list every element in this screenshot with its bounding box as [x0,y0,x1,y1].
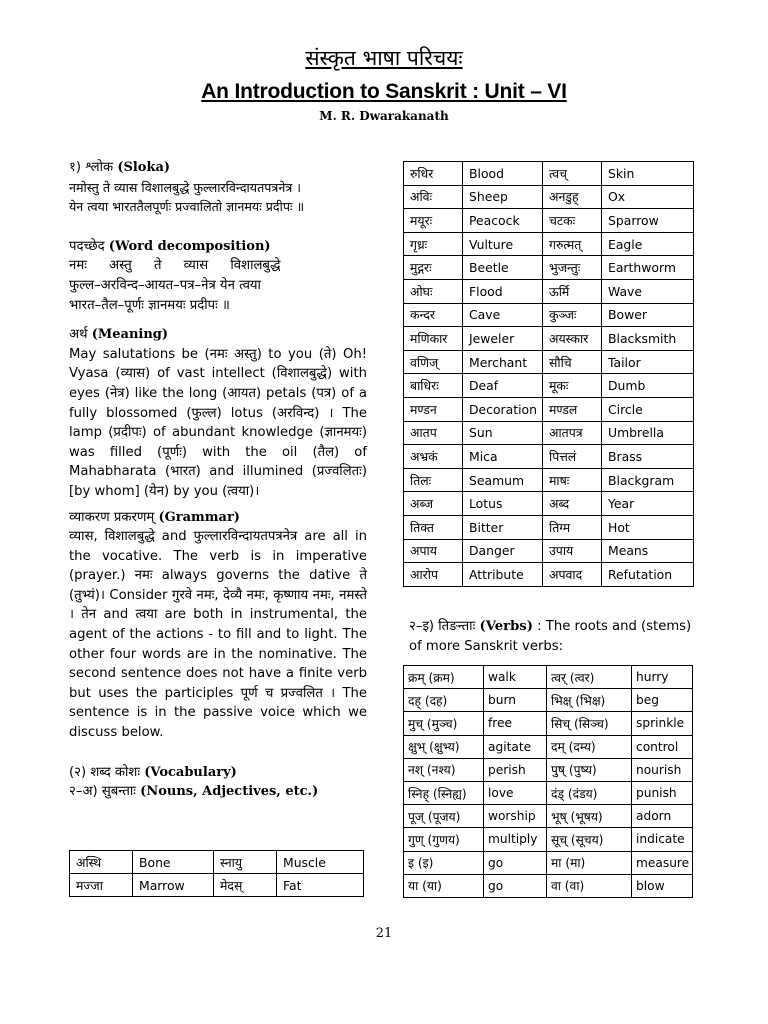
left-column [69,158,367,802]
table-cell: माषः [543,468,602,492]
table-cell: तिक्त [404,515,463,539]
table-cell: मुच् (मुञ्च) [404,712,484,735]
table-cell: कन्दर [404,303,463,327]
table-cell: Means [602,539,694,563]
table-cell: अब्द [543,492,602,516]
nouns-subheading-en: (Nouns, Adjectives, etc.) [140,784,319,800]
padaccheda-line-3: भारत–तैल–पूर्णः ज्ञानमयः प्रदीपः ॥ [69,297,230,313]
table-row [404,232,694,256]
table-cell: Mica [463,445,543,469]
table-cell: अभ्रकं [404,445,463,469]
table-row [404,421,694,445]
table-cell: आरोप [404,563,463,587]
table-cell: मज्जा [70,874,133,897]
table-row [404,515,694,539]
table-cell: मा (मा) [547,851,632,874]
table-cell: Bone [133,851,214,874]
table-cell: Dumb [602,374,694,398]
meaning-heading-en: (Meaning) [91,327,169,343]
table-cell: स्निह् (स्निह्य) [404,781,484,804]
table-cell: Merchant [463,350,543,374]
table-cell: go [484,874,547,897]
sloka-heading [69,158,367,178]
table-row [404,468,694,492]
table-cell: blow [632,874,693,897]
grammar-heading [69,508,367,528]
table-row [404,539,694,563]
table-row [404,162,694,186]
sloka-line-2: येन त्वया भारततैलपूर्णः प्रज्वालितो ज्ञानमयः प्रदीपः ॥ [69,199,305,215]
table-cell: त्वच् [543,162,602,186]
page-title-devanagari: संस्कृत भाषा परिचयः [305,46,463,70]
table-row [404,209,694,233]
table-row [404,397,694,421]
nouns-table [403,161,694,587]
table-row [404,492,694,516]
table-cell: Seamum [463,468,543,492]
table-row [404,374,694,398]
table-row [404,185,694,209]
vocabulary-heading-en: (Vocabulary) [144,764,237,780]
table-cell: क्षुभ् (क्षुभ्य) [404,735,484,758]
table-cell: Earthworm [602,256,694,280]
table-cell: इ (इ) [404,851,484,874]
table-cell: मण्डन [404,397,463,421]
table-cell: Sun [463,421,543,445]
table-cell: Sheep [463,185,543,209]
table-cell: Vulture [463,232,543,256]
table-cell: Skin [602,162,694,186]
table-cell: beg [632,689,693,712]
table-cell: Marrow [133,874,214,897]
table-cell: या (या) [404,874,484,897]
table-cell: worship [484,805,547,828]
table-cell: दह् (दह) [404,689,484,712]
table-row [70,851,364,874]
table-cell: बाधिरः [404,374,463,398]
nouns-subheading-dev: २–अ) सुबन्ताः [69,784,136,800]
table-cell: गृध्रः [404,232,463,256]
table-cell: नश् (नश्य) [404,758,484,781]
table-row [404,303,694,327]
table-cell: measure [632,851,693,874]
table-row [404,712,693,735]
table-cell: पुष् (पुष्य) [547,758,632,781]
verbs-table [403,665,693,898]
table-cell: भिक्ष् (भिक्ष) [547,689,632,712]
vocabulary-heading [69,763,367,783]
table-row [404,758,693,781]
table-row [404,256,694,280]
table-cell: go [484,851,547,874]
sloka-heading-en: (Sloka) [117,160,171,175]
table-cell: आतपत्र [543,421,602,445]
table-cell: walk [484,666,547,689]
table-cell: Muscle [277,851,364,874]
table-cell: free [484,712,547,735]
table-cell: Refutation [602,563,694,587]
table-cell: कुञ्जः [543,303,602,327]
table-cell: burn [484,689,547,712]
table-cell: Decoration [463,397,543,421]
table-cell: multiply [484,828,547,851]
table-cell: अयस्कार [543,327,602,351]
table-cell: punish [632,781,693,804]
table-cell: सौचि [543,350,602,374]
table-row [404,445,694,469]
table-cell: Wave [602,279,694,303]
table-cell: मयूरः [404,209,463,233]
padaccheda-line-2: फुल्ल–अरविन्द–आयत–पत्र–नेत्र येन त्वया [69,277,261,293]
table-cell: hurry [632,666,693,689]
table-cell: Blackgram [602,468,694,492]
table-cell: control [632,735,693,758]
table-cell: वणिज् [404,350,463,374]
table-cell: Umbrella [602,421,694,445]
padaccheda-heading-dev: पदच्छेद [69,238,105,254]
table-cell: पूज् (पूजय) [404,805,484,828]
table-row [404,689,693,712]
table-cell: उपाय [543,539,602,563]
table-cell: Blacksmith [602,327,694,351]
table-cell: तिलः [404,468,463,492]
meaning-text: May salutations be (नमः अस्तु) to you (ते) Oh! Vyasa (व्यास) of vast intellect (विशालबुद्धे) with eyes (नेत्र) like the long (आयत) petals (पत्र) of a fully blossomed (फुल्ल) lotus (अरविन्द) । The lamp (प्रदीपः) of abundant knowledge (ज्ञानमयः) was filled (पूर्णः) with the oil (तैल) of Mahabharata (भारत) and illumined (प्रज्वलितः) [by whom] (येन) by you (त्वया)। [69,346,367,499]
table-cell: मणिकार [404,327,463,351]
table-cell: रुधिर [404,162,463,186]
grammar-heading-en: (Grammar) [158,509,240,525]
table-cell: दम् (दम्य) [547,735,632,758]
table-row [404,666,693,689]
table-cell: Brass [602,445,694,469]
table-cell: मेदस् [214,874,277,897]
table-cell: दंड् (दंडय) [547,781,632,804]
verbs-heading-dev: २–इ) तिङन्ताः [409,619,476,634]
table-cell: Sparrow [602,209,694,233]
table-row [404,781,693,804]
sloka-heading-dev: १) श्लोक [69,160,114,175]
table-cell: agitate [484,735,547,758]
table-row [404,350,694,374]
table-cell: Blood [463,162,543,186]
table-cell: Ox [602,185,694,209]
table-cell: अनडुह् [543,185,602,209]
table-cell: Jeweler [463,327,543,351]
table-cell: ऊर्मि [543,279,602,303]
padaccheda-line-1: नमः अस्तु ते व्यास विशालबुद्धे [69,258,281,274]
verbs-heading-rest: : The roots and (stems) of more Sanskrit verbs: [409,619,692,654]
sloka-line-1: नमोस्तु ते व्यास विशालबुद्धे फुल्लारविन्दायतपत्रनेत्र । [69,179,302,195]
table-cell: क्रम् (क्रम) [404,666,484,689]
table-cell: मूकः [543,374,602,398]
table-cell: adorn [632,805,693,828]
table-cell: Eagle [602,232,694,256]
table-cell: सिच् (सिञ्च) [547,712,632,735]
table-cell: perish [484,758,547,781]
table-cell: Beetle [463,256,543,280]
padaccheda-heading [69,237,367,257]
table-cell: आतप [404,421,463,445]
table-cell: sprinkle [632,712,693,735]
grammar-heading-dev: व्याकरण प्रकरणम् [69,509,155,525]
table-cell: अब्ज [404,492,463,516]
table-cell: त्वर् (त्वर) [547,666,632,689]
table-row [404,828,693,851]
nouns-subheading [69,782,367,802]
table-cell: गरुत्मत् [543,232,602,256]
page-title: An Introduction to Sanskrit : Unit – VI [201,80,567,103]
meaning-heading-dev: अर्थ [69,327,88,343]
table-cell: Fat [277,874,364,897]
table-row [404,874,693,897]
table-row [404,851,693,874]
table-cell: Attribute [463,563,543,587]
table-cell: वा (वा) [547,874,632,897]
table-cell: चटकः [543,209,602,233]
table-cell: love [484,781,547,804]
table-row [404,805,693,828]
table-cell: Lotus [463,492,543,516]
table-cell: indicate [632,828,693,851]
table-cell: मुद्गरः [404,256,463,280]
table-cell: Year [602,492,694,516]
table-cell: ओघः [404,279,463,303]
table-cell: nourish [632,758,693,781]
table-cell: अविः [404,185,463,209]
verbs-heading [409,617,699,657]
table-cell: अपवाद [543,563,602,587]
table-row [404,735,693,758]
table-cell: Circle [602,397,694,421]
table-cell: पित्तलं [543,445,602,469]
table-cell: भूष् (भूषय) [547,805,632,828]
table-cell: Flood [463,279,543,303]
table-cell: अस्थि [70,851,133,874]
table-cell: भुजन्तुः [543,256,602,280]
table-cell: Hot [602,515,694,539]
table-cell: गुण् (गुणय) [404,828,484,851]
table-cell: अपाय [404,539,463,563]
page-number: 21 [375,926,393,941]
verbs-heading-en: (Verbs) [479,619,533,634]
table-row [404,563,694,587]
table-cell: Peacock [463,209,543,233]
table-cell: Danger [463,539,543,563]
grammar-text: व्यास, विशालबुद्धे and फुल्लारविन्दायतपत्रनेत्र are all in the vocative. The verb is in imperative (prayer.) नमः always governs the dative ते (तुभ्यं)। Consider गुरवे नमः, देव्यै नमः, कृष्णाय नमः, नमस्ते । तेन and त्वया are both in instrumental, the agent of the actions - to fill and to light. The other four words are in the nominative. The second sentence does not have a finite verb but uses the participles पूर्ण च प्रज्वलित । The sentence is in the passive voice which we discuss below. [69,529,367,741]
author-name: M. R. Dwarakanath [319,109,449,123]
table-row [404,279,694,303]
table-cell: Tailor [602,350,694,374]
table-row [70,874,364,897]
table-cell: स्नायु [214,851,277,874]
table-cell: Bitter [463,515,543,539]
table-cell: सूच् (सूचय) [547,828,632,851]
table-row [404,327,694,351]
table-cell: Deaf [463,374,543,398]
table-cell: Cave [463,303,543,327]
vocabulary-table [69,850,364,897]
meaning-heading [69,325,367,345]
padaccheda-heading-en: (Word decomposition) [108,238,271,254]
table-cell: तिग्म [543,515,602,539]
table-cell: मण्डल [543,397,602,421]
table-cell: Bower [602,303,694,327]
vocabulary-heading-dev: (२) शब्द कोशः [69,764,141,780]
